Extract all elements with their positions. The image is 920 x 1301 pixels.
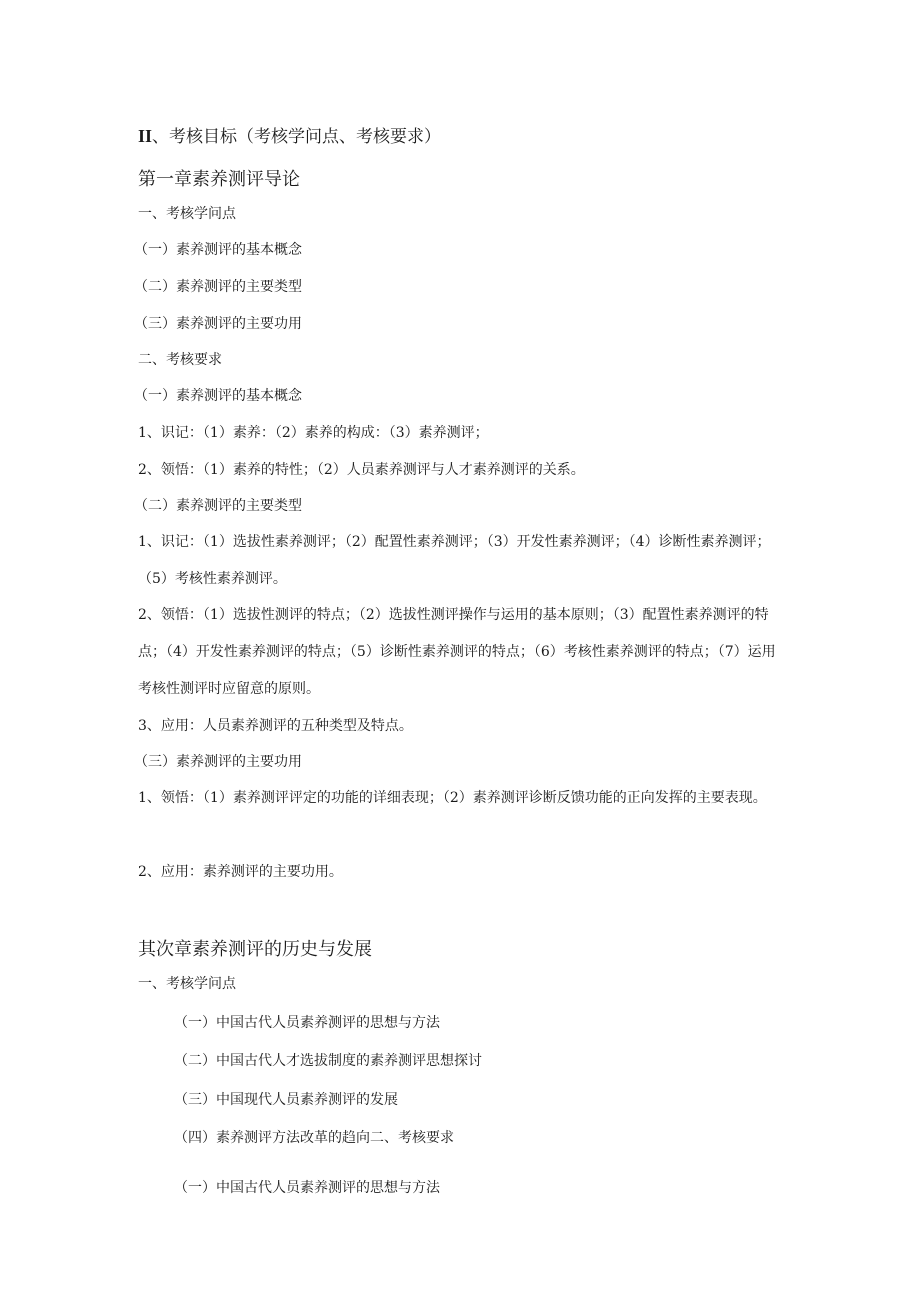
ch1-subsection-heading: （三）素养测评的主要功用: [134, 754, 302, 770]
ch2-knowledge-item: （一）中国古代人员素养测评的思想与方法: [174, 1015, 440, 1031]
ch1-knowledge-heading: 一、考核学问点: [138, 206, 236, 222]
ch2-knowledge-heading: 一、考核学问点: [138, 976, 236, 992]
chapter-2-title: 其次章素养测评的历史与发展: [138, 939, 372, 960]
ch1-paragraph: 1、识记：（1）选拔性素养测评；（2）配置性素养测评；（3）开发性素养测评；（4）诊断性素养测评；（5）考核性素养测评。: [138, 534, 771, 587]
ch1-subsection-heading: （二）素养测评的主要类型: [134, 498, 302, 514]
ch2-knowledge-item: （三）中国现代人员素养测评的发展: [174, 1092, 398, 1108]
section-title: [138, 124, 441, 149]
chapter-1-title: 第一章素养测评导论: [138, 169, 300, 190]
ch1-paragraph: 3、应用：人员素养测评的五种类型及特点。: [138, 718, 413, 734]
ch1-paragraph: 2、应用：素养测评的主要功用。: [138, 864, 343, 880]
ch1-paragraph: 1、识记：（1）素养：（2）素养的构成：（3）素养测评；: [138, 425, 489, 441]
ch1-knowledge-item: （二）素养测评的主要类型: [134, 279, 302, 295]
ch1-paragraph: 1、领悟：（1）素养测评评定的功能的详细表现；（2）素养测评诊断反馈功能的正向发挥的主要表现。: [138, 790, 767, 806]
ch1-paragraph: 2、领悟：（1）素养的特性；（2）人员素养测评与人才素养测评的关系。: [138, 462, 585, 478]
section-title-text: 、考核目标（考核学问点、考核要求）: [152, 127, 442, 147]
ch2-knowledge-item: （一）中国古代人员素养测评的思想与方法: [174, 1180, 440, 1196]
ch1-knowledge-item: （三）素养测评的主要功用: [134, 316, 302, 332]
ch1-paragraph: 2、领悟：（1）选拔性测评的特点；（2）选拔性测评操作与运用的基本原则；（3）配置性素养测评的特点；（4）开发性素养测评的特点；（5）诊断性素养测评的特点；（6）考核性素养测评的特点；（7）运用考核性测评时应留意的原则。: [138, 607, 776, 697]
ch1-requirements-heading: 二、考核要求: [138, 352, 222, 368]
ch2-knowledge-item: （二）中国古代人才选拔制度的素养测评思想探讨: [174, 1053, 482, 1069]
ch1-subsection-heading: （一）素养测评的基本概念: [134, 388, 302, 404]
ch1-knowledge-item: （一）素养测评的基本概念: [134, 242, 302, 258]
ch2-knowledge-item: （四）素养测评方法改革的趋向二、考核要求: [174, 1130, 454, 1146]
section-title-prefix: II: [138, 126, 153, 146]
